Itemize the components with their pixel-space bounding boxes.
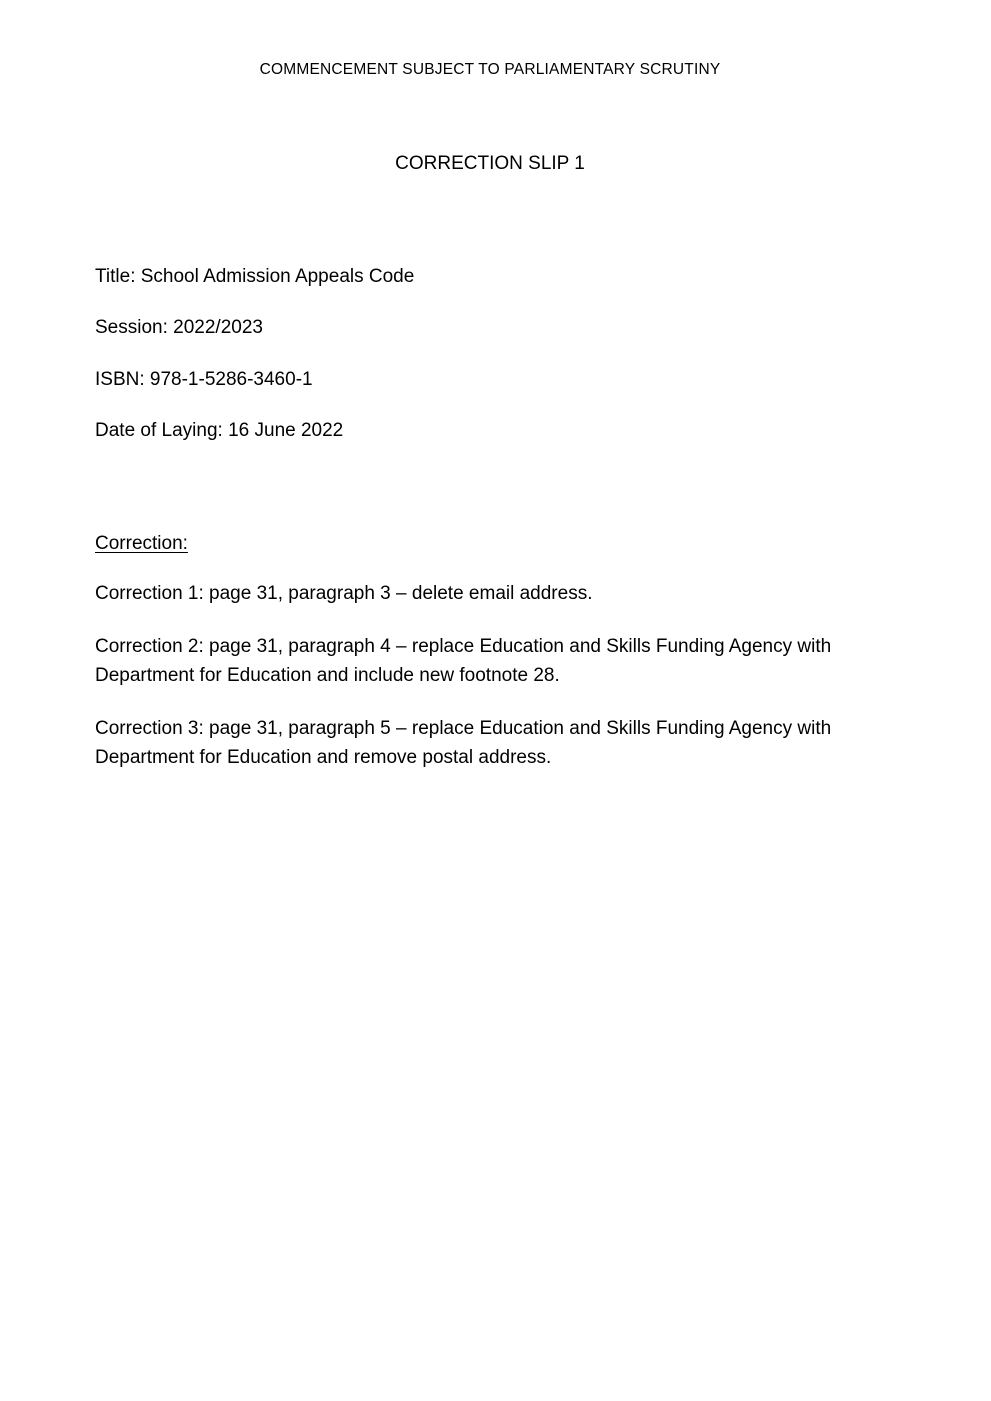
corrections-section [95, 530, 885, 773]
metadata-block [95, 263, 885, 446]
correction-item-2: Correction 2: page 31, paragraph 4 – replace Education and Skills Funding Agency with Department for Education and include new footnote 28. [95, 636, 832, 687]
metadata-session-line: Session: 2022/2023 [95, 317, 263, 339]
document-content [95, 0, 885, 797]
correction-item-3: Correction 3: page 31, paragraph 5 – replace Education and Skills Funding Agency with Department for Education and remove postal address. [95, 717, 832, 768]
metadata-title-line: Title: School Admission Appeals Code [95, 265, 415, 287]
corrections-heading: Correction: [95, 532, 188, 554]
scrutiny-notice: COMMENCEMENT SUBJECT TO PARLIAMENTARY SCRUTINY [259, 61, 721, 78]
correction-item-1: Correction 1: page 31, paragraph 3 – delete email address. [95, 583, 593, 605]
metadata-isbn-line: ISBN: 978-1-5286-3460-1 [95, 368, 313, 390]
metadata-date-of-laying-line: Date of Laying: 16 June 2022 [95, 420, 344, 442]
page-title: CORRECTION SLIP 1 [395, 153, 585, 175]
